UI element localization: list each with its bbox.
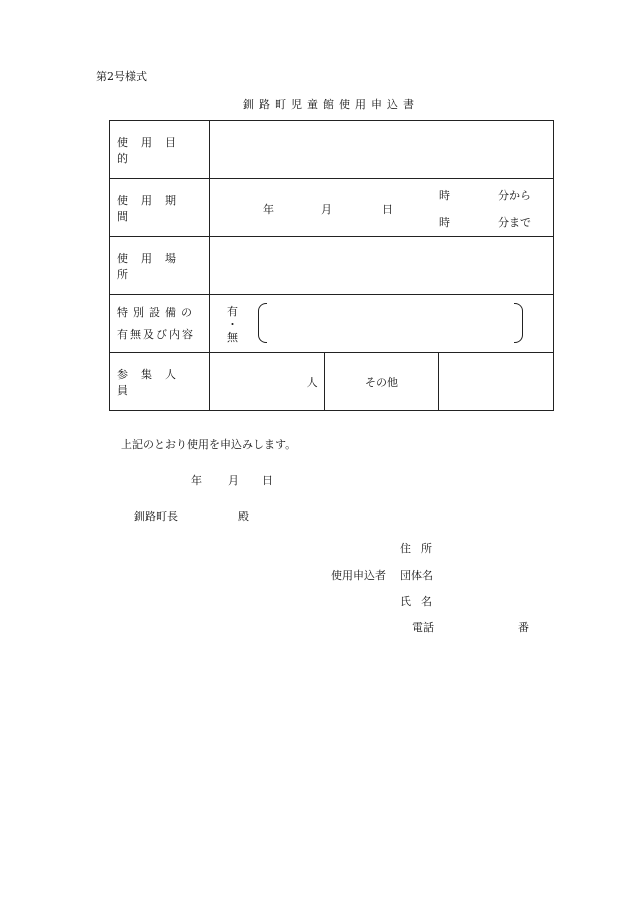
applicant-phone-label: 電話 <box>412 621 434 634</box>
period-month: 月 <box>321 203 332 216</box>
period-value-cell[interactable] <box>210 179 554 237</box>
equipment-no[interactable]: 無 <box>227 331 238 344</box>
date-year: 年 <box>191 474 202 487</box>
attendees-unit: 人 <box>306 375 318 389</box>
applicant-name-label: 氏名 <box>400 595 442 608</box>
period-label-cell <box>110 179 210 237</box>
row-period <box>110 179 554 237</box>
equipment-dot: ・ <box>227 318 238 331</box>
equipment-label-line2: 有無及び内容 <box>117 327 195 341</box>
row-equipment <box>110 295 554 353</box>
period-minute-to: 分まで <box>498 216 531 229</box>
applicant-phone-number-label: 番 <box>518 621 529 634</box>
equipment-value-cell[interactable] <box>210 295 554 353</box>
place-value-cell[interactable] <box>210 237 554 295</box>
bracket-open-icon <box>258 303 267 343</box>
application-table <box>109 120 554 411</box>
place-label: 使用場所 <box>117 251 189 281</box>
date-day: 日 <box>262 474 273 487</box>
addressee-name: 釧路町長 <box>134 510 178 523</box>
attendees-other-value-cell[interactable] <box>439 353 554 411</box>
equipment-yes[interactable]: 有 <box>227 305 238 318</box>
attendees-other-label-cell <box>324 353 439 411</box>
addressee-honorific: 殿 <box>238 510 249 523</box>
place-label-cell <box>110 237 210 295</box>
applicant-role-label: 使用申込者 <box>331 569 386 582</box>
date-month: 月 <box>228 474 239 487</box>
row-purpose <box>110 121 554 179</box>
attendees-count-cell[interactable] <box>210 353 325 411</box>
period-hour-to: 時 <box>439 216 450 229</box>
document-title: 釧路町児童館使用申込書 <box>243 98 419 111</box>
row-place <box>110 237 554 295</box>
applicant-org-label: 団体名 <box>400 569 433 582</box>
form-number: 第2号様式 <box>96 70 147 83</box>
equipment-label-cell <box>110 295 210 353</box>
period-year: 年 <box>263 203 274 216</box>
equipment-label-line1: 特別設備の <box>117 305 197 319</box>
period-day: 日 <box>382 203 393 216</box>
bracket-close-icon <box>514 303 523 343</box>
period-hour-from: 時 <box>439 189 450 202</box>
applicant-address-label: 住所 <box>400 542 442 555</box>
row-attendees <box>110 353 554 411</box>
declaration-text: 上記のとおり使用を申込みします。 <box>121 438 297 451</box>
purpose-label: 使用目的 <box>117 135 189 165</box>
purpose-value-cell[interactable] <box>210 121 554 179</box>
period-minute-from: 分から <box>498 189 531 202</box>
attendees-label: 参集人員 <box>117 367 189 397</box>
attendees-label-cell <box>110 353 210 411</box>
purpose-label-cell <box>110 121 210 179</box>
attendees-other-label: その他 <box>364 375 398 389</box>
period-label: 使用期間 <box>117 193 189 223</box>
